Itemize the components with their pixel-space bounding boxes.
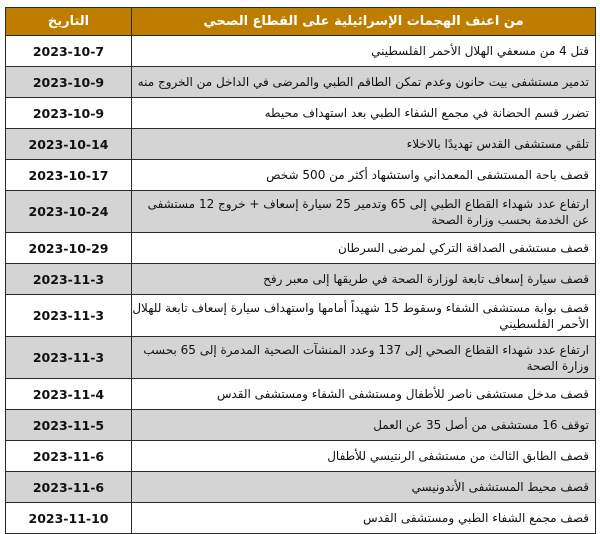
table-row: [6, 129, 596, 160]
table-row: [6, 410, 596, 441]
table-row: [6, 379, 596, 410]
event-cell: تدمير مستشفى بيت حانون وعدم تمكن الطاقم الطبي والمرضى في الداخل من الخروج منه: [132, 67, 596, 98]
date-cell: 2023-10-24: [6, 191, 132, 233]
date-cell: 2023-11-3: [6, 337, 132, 379]
event-cell: قصف مدخل مستشفى ناصر للأطفال ومستشفى الشفاء ومستشفى القدس: [132, 379, 596, 410]
event-cell: قصف الطابق الثالث من مستشفى الرنتيسي للأطفال: [132, 441, 596, 472]
table-row: [6, 441, 596, 472]
header-date: التاريخ: [6, 8, 132, 36]
attacks-table-container: [5, 7, 595, 534]
table-header-row: [6, 8, 596, 36]
event-cell: تضرر قسم الحضانة في مجمع الشفاء الطبي بعد استهداف محيطه: [132, 98, 596, 129]
date-cell: 2023-10-14: [6, 129, 132, 160]
event-cell: قصف محيط المستشفى الأندونيسي: [132, 472, 596, 503]
table-row: [6, 337, 596, 379]
table-row: [6, 295, 596, 337]
date-cell: 2023-10-17: [6, 160, 132, 191]
date-cell: 2023-10-29: [6, 233, 132, 264]
table-row: [6, 264, 596, 295]
date-cell: 2023-11-6: [6, 441, 132, 472]
event-cell: قصف بوابة مستشفى الشفاء وسقوط 15 شهيداً أمامها واستهداف سيارة إسعاف تابعة للهلال الأحمر الفلسطيني: [132, 295, 596, 337]
date-cell: 2023-11-6: [6, 472, 132, 503]
table-body: [6, 36, 596, 534]
table-row: [6, 160, 596, 191]
event-cell: قصف مستشفى الصداقة التركي لمرضى السرطان: [132, 233, 596, 264]
header-event: من اعنف الهجمات الإسرائيلية على القطاع الصحي: [132, 8, 596, 36]
table-row: [6, 503, 596, 534]
event-cell: تلقي مستشفى القدس تهديدًا بالاخلاء: [132, 129, 596, 160]
table-row: [6, 98, 596, 129]
event-cell: ارتفاع عدد شهداء القطاع الصحي إلى 137 وعدد المنشآت الصحية المدمرة إلى 65 بحسب وزارة الصحة: [132, 337, 596, 379]
event-cell: قصف مجمع الشفاء الطبي ومستشفى القدس: [132, 503, 596, 534]
table-row: [6, 67, 596, 98]
table-row: [6, 36, 596, 67]
event-cell: قصف سيارة إسعاف تابعة لوزارة الصحة في طريقها إلى معبر رفح: [132, 264, 596, 295]
event-cell: توقف 16 مستشفى من أصل 35 عن العمل: [132, 410, 596, 441]
table-row: [6, 233, 596, 264]
event-cell: ارتفاع عدد شهداء القطاع الطبي إلى 65 وتدمير 25 سيارة إسعاف + خروج 12 مستشفى عن الخدمة بحسب وزارة الصحة: [132, 191, 596, 233]
attacks-table: [5, 7, 596, 534]
date-cell: 2023-11-4: [6, 379, 132, 410]
date-cell: 2023-10-9: [6, 67, 132, 98]
event-cell: قصف باحة المستشفى المعمداني واستشهاد أكثر من 500 شخص: [132, 160, 596, 191]
date-cell: 2023-11-10: [6, 503, 132, 534]
date-cell: 2023-10-7: [6, 36, 132, 67]
date-cell: 2023-11-3: [6, 264, 132, 295]
table-row: [6, 191, 596, 233]
date-cell: 2023-11-5: [6, 410, 132, 441]
date-cell: 2023-10-9: [6, 98, 132, 129]
event-cell: قتل 4 من مسعفي الهلال الأحمر الفلسطيني: [132, 36, 596, 67]
table-row: [6, 472, 596, 503]
date-cell: 2023-11-3: [6, 295, 132, 337]
